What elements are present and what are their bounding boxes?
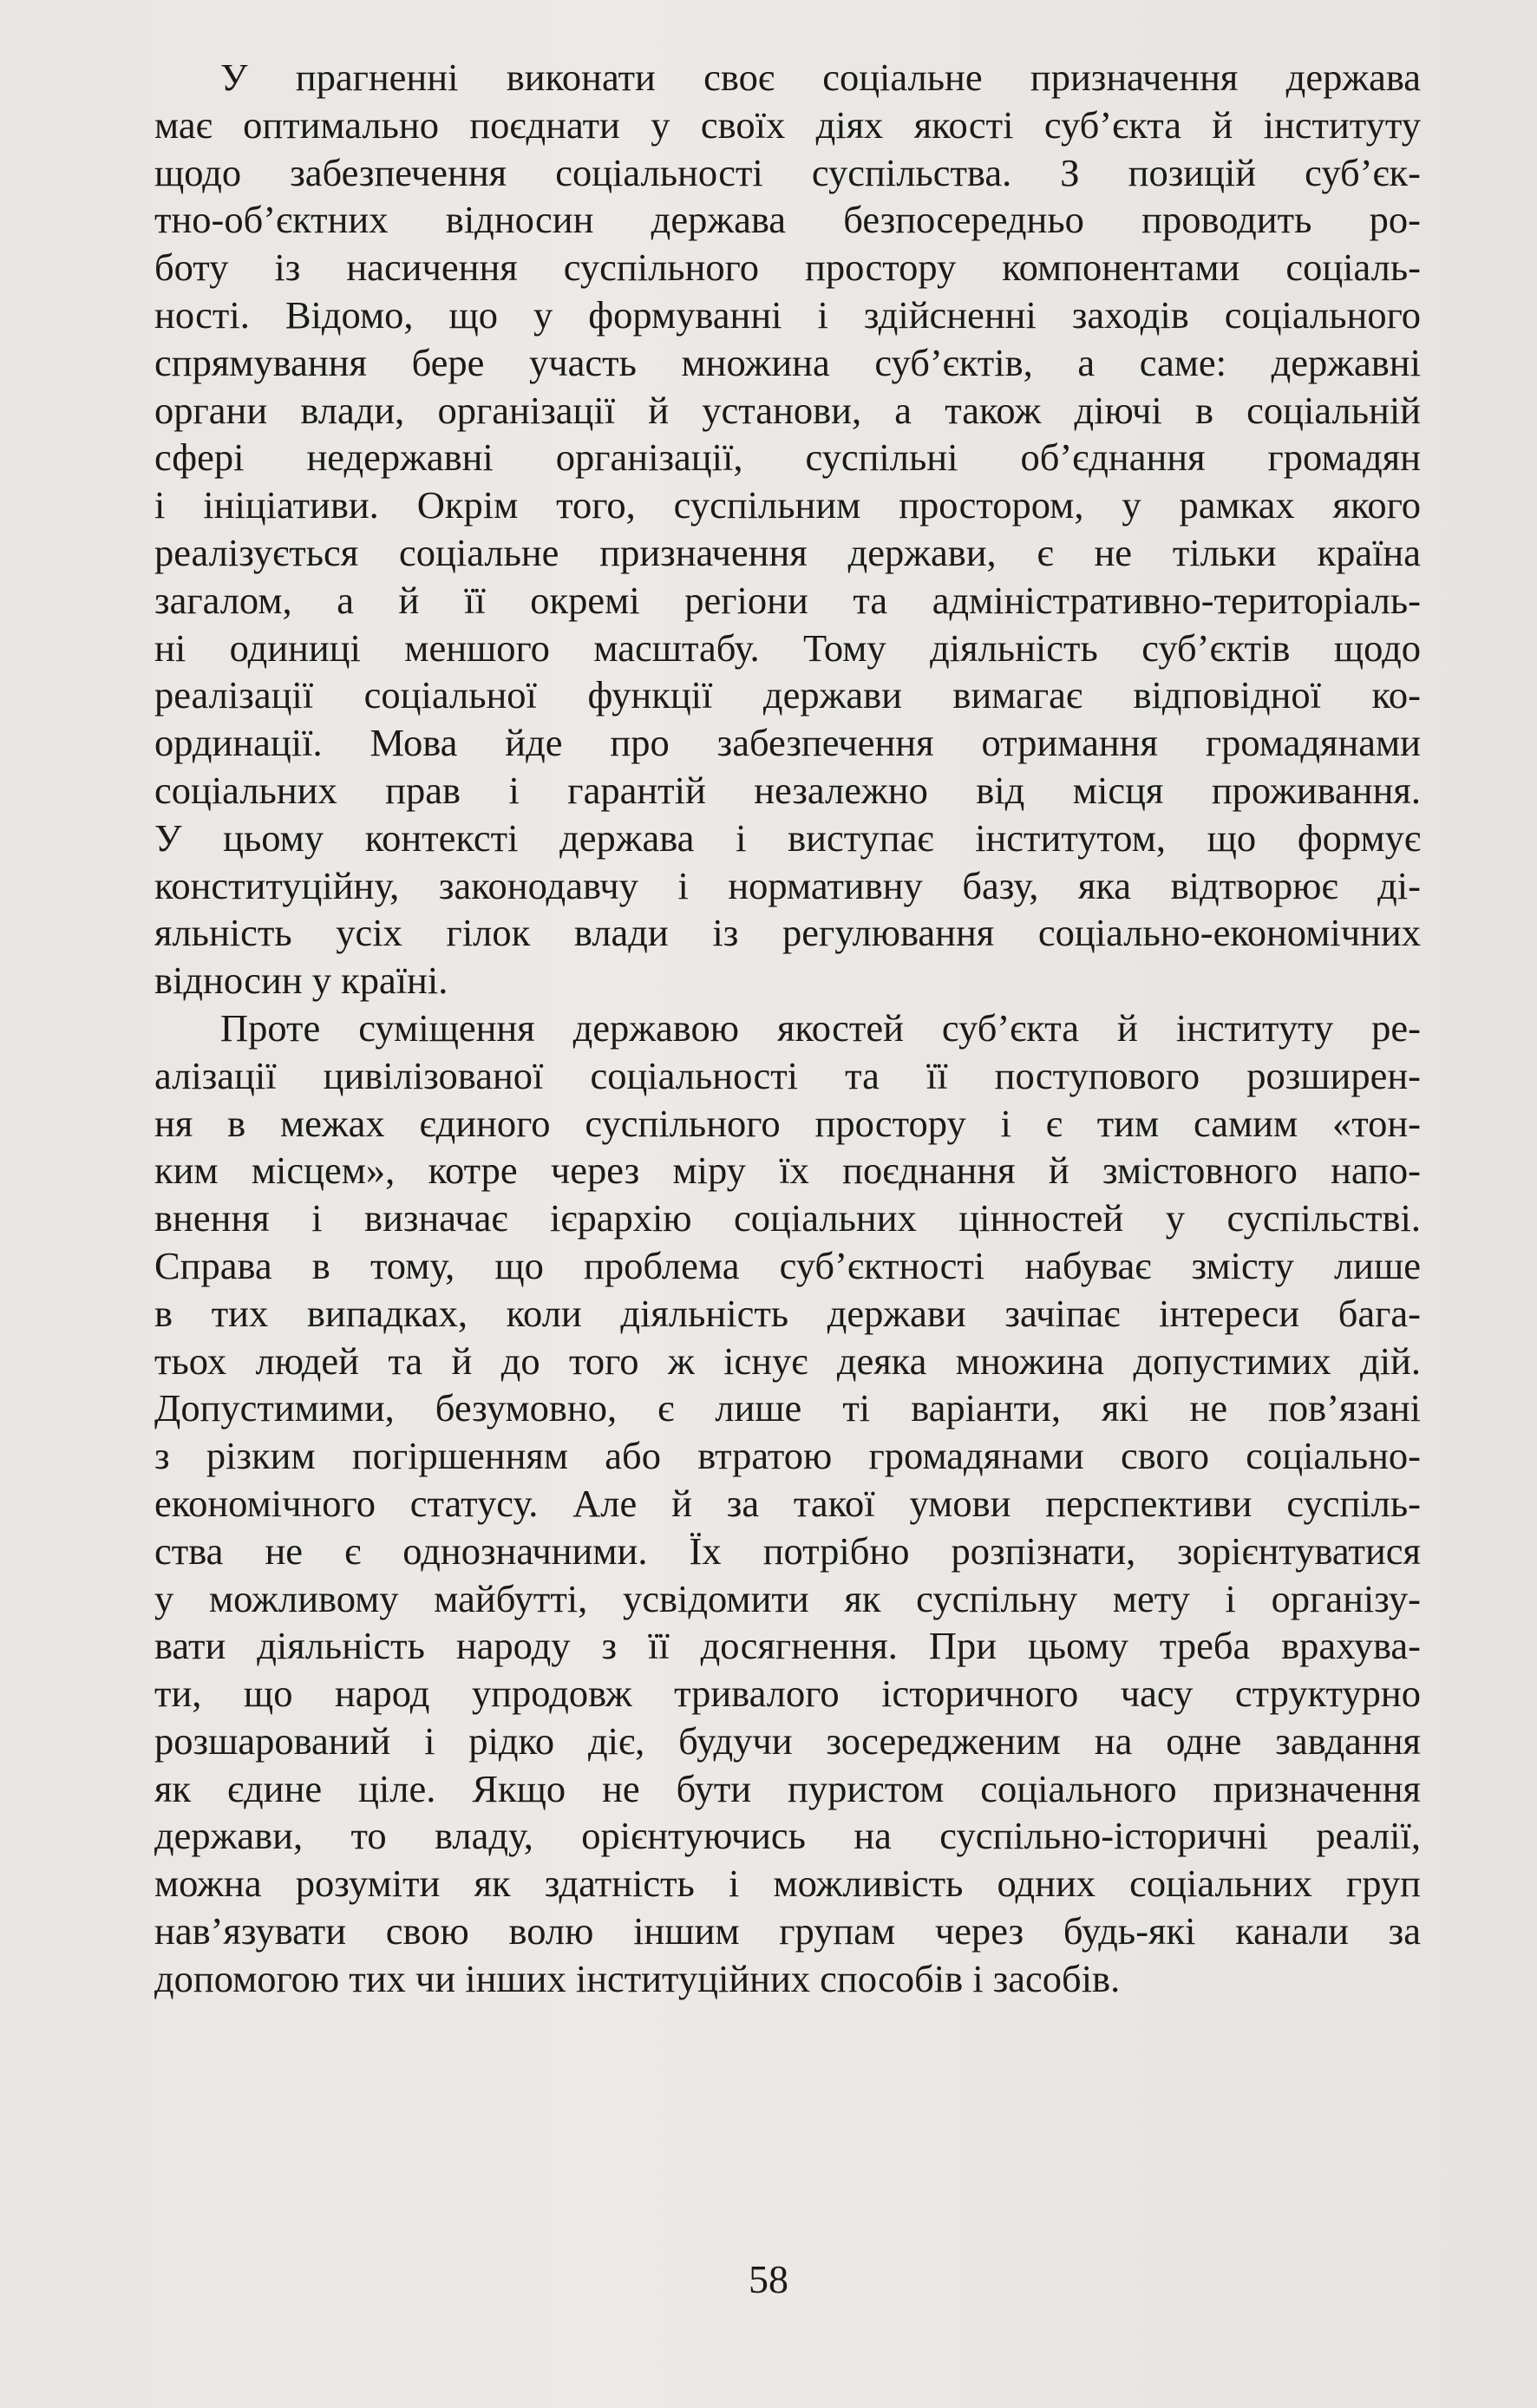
paragraph <box>154 1004 1421 2003</box>
text-line: Проте суміщення державою якостей суб’єкта й інституту ре- <box>220 1005 1421 1050</box>
paragraphs <box>154 54 1421 2003</box>
text-line: розшарований і рідко діє, будучи зосередженим на одне завдання <box>154 1718 1421 1763</box>
text-line: внення і визначає ієрархію соціальних цінностей у суспільстві. <box>154 1196 1421 1240</box>
text-line: алізації цивілізованої соціальності та її поступового розширен- <box>154 1053 1421 1097</box>
text-line: загалом, а й її окремі регіони та адміністративно-територіаль- <box>154 578 1421 622</box>
text-line: ності. Відомо, що у формуванні і здійсненні заходів соціального <box>154 292 1421 337</box>
page-number: 58 <box>749 2257 788 2301</box>
text-line: реалізації соціальної функції держави вимагає відповідної ко- <box>154 673 1421 717</box>
text-line: у можливому майбутті, усвідомити як суспільну мету і організу- <box>154 1576 1421 1620</box>
text-line: У прагненні виконати своє соціальне призначення держава <box>220 56 1421 99</box>
paragraph <box>154 54 1421 1004</box>
text-line: має оптимально поєднати у своїх діях якості суб’єкта й інституту <box>154 102 1421 147</box>
text-line: можна розуміти як здатність і можливість одних соціальних груп <box>154 1862 1421 1906</box>
text-line: і ініціативи. Окрім того, суспільним простором, у рамках якого <box>154 483 1421 527</box>
text-line: Допустимими, безумовно, є лише ті варіанти, які не пов’язані <box>154 1386 1421 1430</box>
text-line: допомогою тих чи інших інституційних способів і засобів. <box>154 1956 1121 2000</box>
body-text <box>154 54 1421 2003</box>
text-line: вати діяльність народу з її досягнення. При цьому треба врахува- <box>154 1624 1421 1668</box>
text-line: ким місцем», котре через міру їх поєднання й змістовного напо- <box>154 1148 1421 1193</box>
text-line: У цьому контексті держава і виступає інститутом, що формує <box>154 815 1421 860</box>
text-line: реалізується соціальне призначення держави, є не тільки країна <box>154 530 1421 574</box>
text-line: сфері недержавні організації, суспільні об’єднання громадян <box>154 435 1421 480</box>
text-line: ти, що народ упродовж тривалого історичного часу структурно <box>154 1672 1421 1716</box>
text-line: як єдине ціле. Якщо не бути пуристом соціального призначення <box>154 1766 1421 1810</box>
text-line: ні одиниці меншого масштабу. Тому діяльність суб’єктів щодо <box>154 625 1421 670</box>
text-line: з різким погіршенням або втратою громадянами свого соціально- <box>154 1434 1421 1478</box>
text-line: щодо забезпечення соціальності суспільства. З позицій суб’єк- <box>154 150 1421 194</box>
text-line: тьох людей та й до того ж існує деяка множина допустимих дій. <box>154 1338 1421 1383</box>
text-line: соціальних прав і гарантій незалежно від місця проживання. <box>154 768 1421 812</box>
text-line: ординації. Мова йде про забезпечення отримання громадянами <box>154 721 1421 765</box>
text-line: відносин у країні. <box>154 959 448 1003</box>
text-line: боту із насичення суспільного простору компонентами соціаль- <box>154 245 1421 290</box>
text-line: в тих випадках, коли діяльність держави зачіпає інтереси бага- <box>154 1291 1421 1335</box>
text-line: нав’язувати свою волю іншим групам через будь-які канали за <box>154 1909 1421 1953</box>
text-line: ства не є однозначними. Їх потрібно розпізнати, зорієнтуватися <box>154 1528 1421 1573</box>
text-line: яльність усіх гілок влади із регулювання соціально-економічних <box>154 911 1421 955</box>
text-line: держави, то владу, орієнтуючись на суспільно-історичні реалії, <box>154 1814 1421 1858</box>
text-line: тно-об’єктних відносин держава безпосередньо проводить ро- <box>154 198 1421 242</box>
text-line: Справа в тому, що проблема суб’єктності набуває змісту лише <box>154 1243 1421 1287</box>
text-line: конституційну, законодавчу і нормативну базу, яка відтворює ді- <box>154 863 1421 907</box>
text-line: органи влади, організації й установи, а також діючі в соціальній <box>154 388 1421 432</box>
text-line: ня в межах єдиного суспільного простору і є тим самим «тон- <box>154 1101 1421 1145</box>
text-line: економічного статусу. Але й за такої умови перспективи суспіль- <box>154 1481 1421 1525</box>
text-line: спрямування бере участь множина суб’єктів, а саме: державні <box>154 340 1421 384</box>
